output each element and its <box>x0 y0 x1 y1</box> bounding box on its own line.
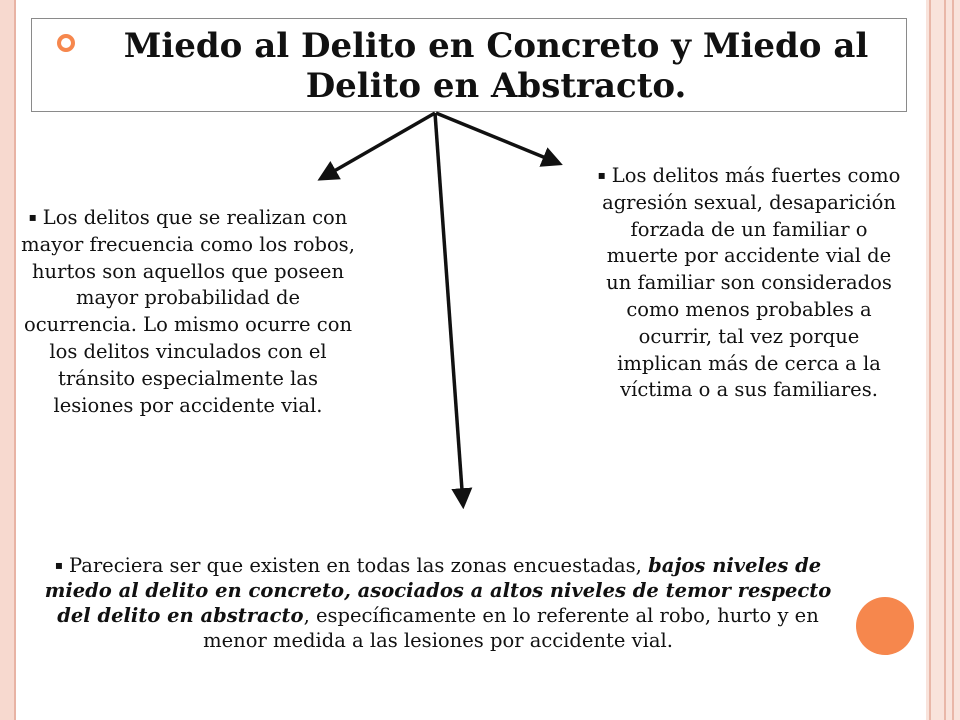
bottom-text-part2: , específicamente en lo referente al robo, hurto y en menor medida a las lesiones por accidente vial. <box>203 604 819 652</box>
square-bullet-icon: ▪ <box>54 558 63 572</box>
square-bullet-icon: ▪ <box>28 210 37 224</box>
square-bullet-icon: ▪ <box>597 168 606 182</box>
arrow-down <box>435 113 463 504</box>
left-text-block <box>18 204 358 419</box>
arrow-left <box>322 113 435 178</box>
bottom-text-block <box>38 553 838 653</box>
right-text-block <box>596 162 902 404</box>
slide-title: Miedo al Delito en Concreto y Miedo al Delito en Abstracto. <box>123 26 869 106</box>
bottom-text-emphasis: bajos niveles de miedo al delito en concreto, asociados a altos niveles de temor respecto del delito en abstracto <box>44 554 832 627</box>
arrow-right <box>436 113 558 163</box>
right-text: Los delitos más fuertes como agresión sexual, desaparición forzada de un familiar o muerte por accidente vial de un familiar son considerados como menos probables a ocurrir, tal vez porque implican más de cerca a la víctima o a sus familiares. <box>602 164 901 402</box>
bottom-text-part1: Pareciera ser que existen en todas las zonas encuestadas, <box>68 554 649 577</box>
left-text: Los delitos que se realizan con mayor frecuencia como los robos, hurtos son aquellos que poseen mayor probabilidad de ocurrencia. Lo mismo ocurre con los delitos vinculados con el tránsito especialmente las lesiones por accidente vial. <box>21 206 355 417</box>
orange-circle-decoration <box>856 597 914 655</box>
